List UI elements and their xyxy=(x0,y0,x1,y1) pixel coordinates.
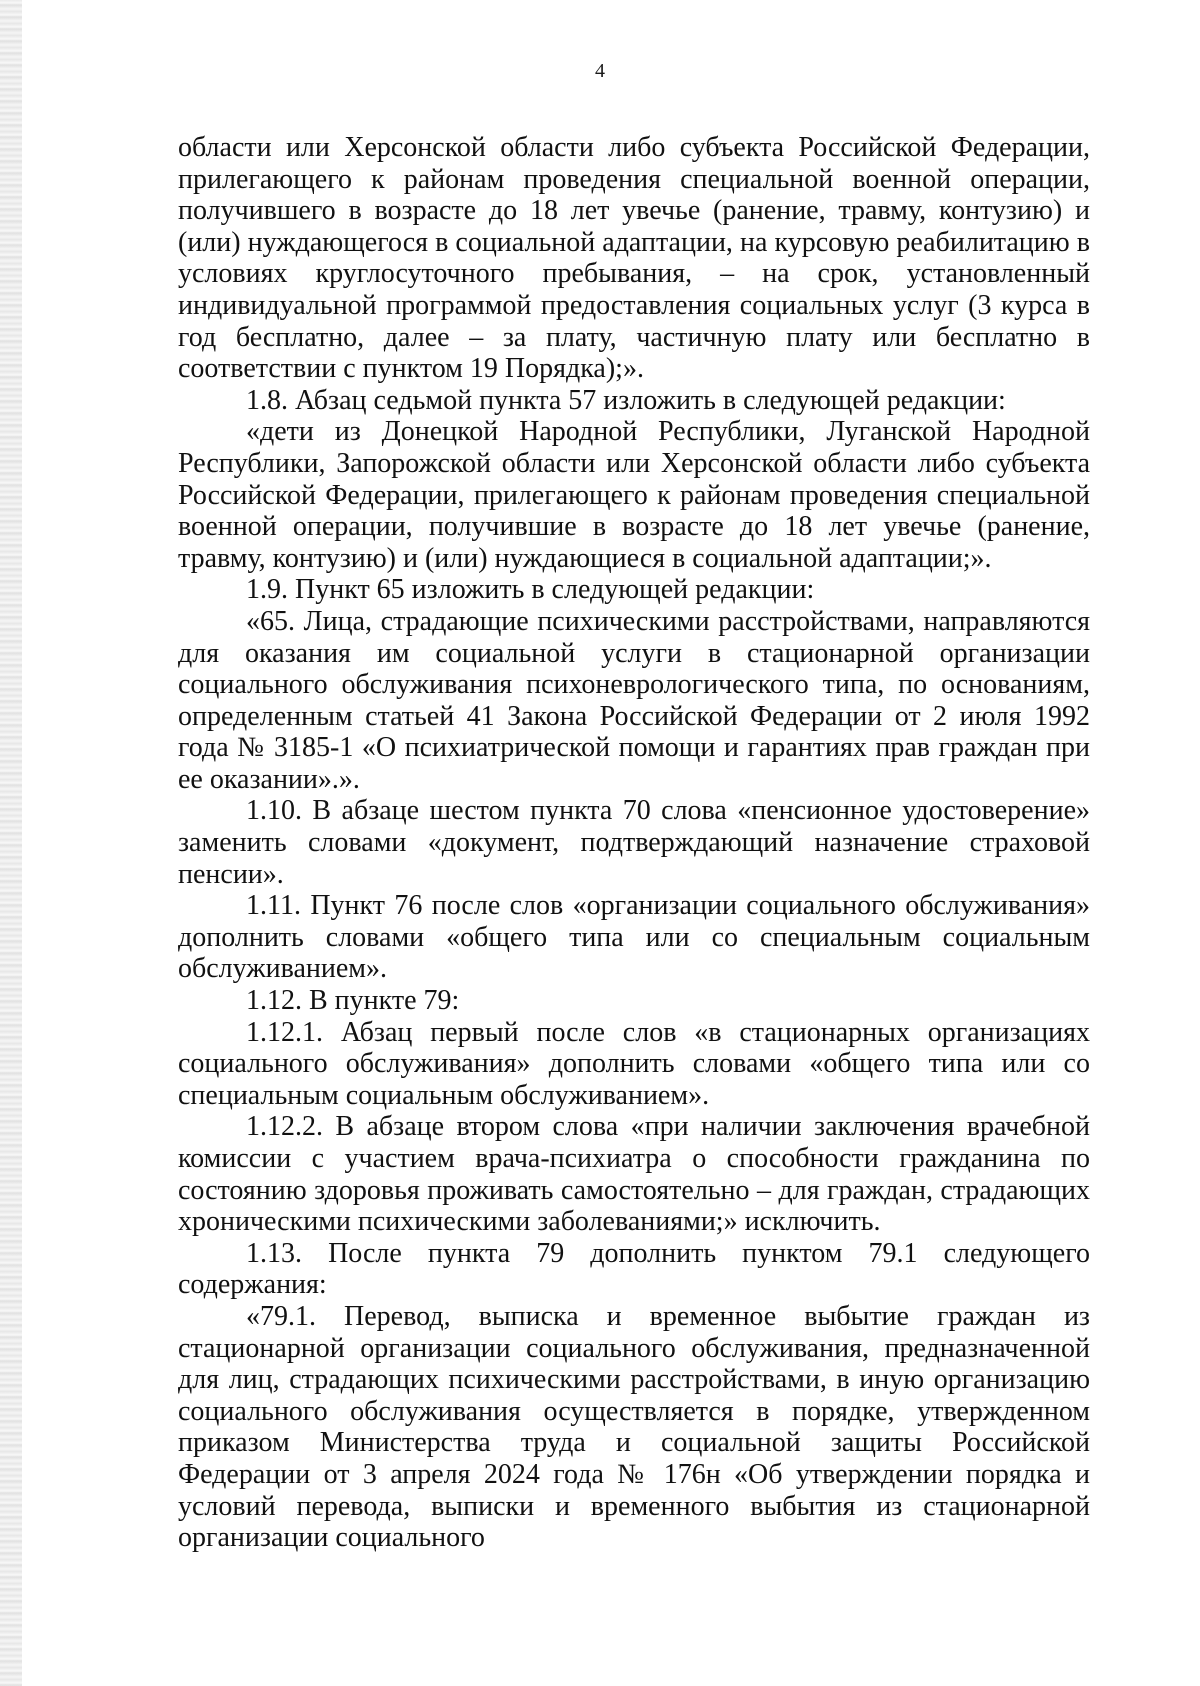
paragraph-1-12: 1.12. В пункте 79: xyxy=(246,985,460,1017)
scan-edge-artifact xyxy=(0,0,22,1686)
paragraph-1-9-text: «65. Лица, страдающие психическими расстройствами, направляются для оказания им социальной услуги в стационарной организации социального обслуживания психоневрологического типа, по основаниям, определенным статьей 41 Закона Российской Федерации от 2 июля 1992 года № 3185-1 «О психиатрической помощи и гарантиях прав граждан при ее оказании».». xyxy=(178,605,1090,795)
paragraph-1-9: 1.9. Пункт 65 изложить в следующей редакции: xyxy=(246,574,815,606)
paragraph-1-13: 1.13. После пункта 79 дополнить пунктом 79.1 следующего содержания: xyxy=(178,1237,1090,1301)
paragraph-1-10: 1.10. В абзаце шестом пункта 70 слова «пенсионное удостоверение» заменить словами «документ, подтверждающий назначение страховой пенсии». xyxy=(178,795,1090,890)
paragraph-1-12-2: 1.12.2. В абзаце втором слова «при наличии заключения врачебной комиссии с участием врача-психиатра о способности гражданина по состоянию здоровья проживать самостоятельно – для граждан, страдающих хроническими психическими заболеваниями;» исключить. xyxy=(178,1111,1090,1238)
page-number: 4 xyxy=(595,60,605,82)
paragraph-1-11: 1.11. Пункт 76 после слов «организации социального обслуживания» дополнить словами «общего типа или со специальным социальным обслуживанием». xyxy=(178,890,1090,985)
paragraph-1-13-text: «79.1. Перевод, выписка и временное выбытие граждан из стационарной организации социального обслуживания, предназначенной для лиц, страдающих психическими расстройствами, в иную организацию социального обслуживания осуществляется в порядке, утвержденном приказом Министерства труда и социальной защиты Российской Федерации от 3 апреля 2024 года № 176н «Об утверждении порядка и условий перевода, выписки и временного выбытия из стационарной организации социального xyxy=(178,1300,1090,1554)
paragraph-1-8-text: «дети из Донецкой Народной Республики, Луганской Народной Республики, Запорожской области или Херсонской области либо субъекта Российской Федерации, прилегающего к районам проведения специальной военной операции, получившие в возрасте до 18 лет увечье (ранение, травму, контузию) и (или) нуждающиеся в социальной адаптации;». xyxy=(178,416,1090,574)
paragraph-1-12-1: 1.12.1. Абзац первый после слов «в стационарных организациях социального обслуживания» дополнить словами «общего типа или со специальным социальным обслуживанием». xyxy=(178,1016,1090,1111)
document-body xyxy=(178,132,1090,1554)
paragraph-continuation: области или Херсонской области либо субъекта Российской Федерации, прилегающего к районам проведения специальной военной операции, получившего в возрасте до 18 лет увечье (ранение, травму, контузию) и (или) нуждающегося в социальной адаптации, на курсовую реабилитацию в условиях круглосуточного пребывания, – на срок, установленный индивидуальной программой предоставления социальных услуг (3 курса в год бесплатно, далее – за плату, частичную плату или бесплатно в соответствии с пунктом 19 Порядка);». xyxy=(178,132,1090,385)
paragraph-1-8: 1.8. Абзац седьмой пункта 57 изложить в следующей редакции: xyxy=(246,384,1006,416)
